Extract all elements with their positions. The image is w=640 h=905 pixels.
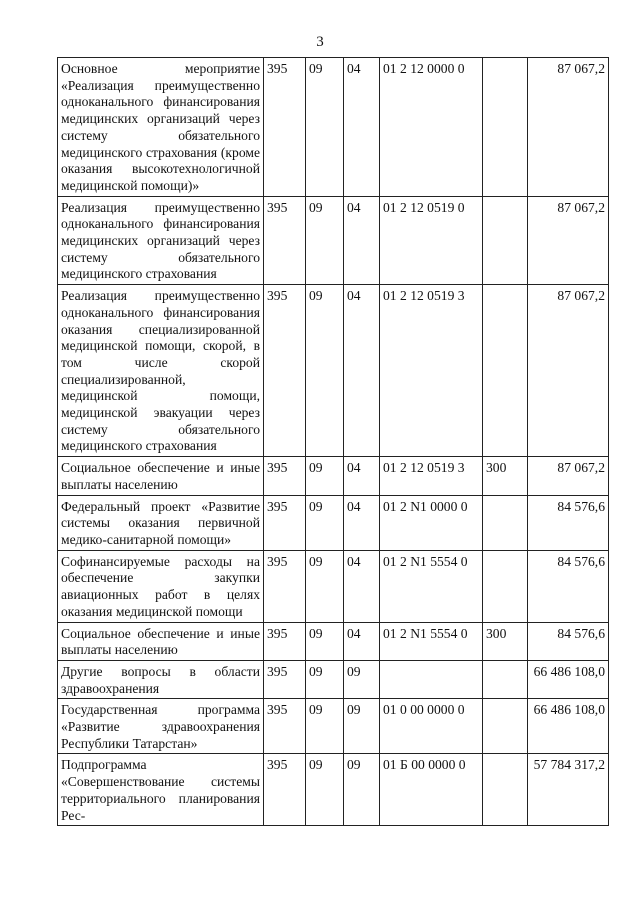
row-description: Основное мероприятие «Реализация преимущественно одноканального финансирования медицинских организаций через систему обязательного медицинского страхования (кроме оказания высокотехнологичной медицинской помощи)» (58, 58, 264, 197)
target-article-code: 01 Б 00 0000 0 (380, 754, 483, 826)
table-row (58, 285, 609, 457)
amount-value: 87 067,2 (528, 58, 609, 197)
ministry-code: 395 (264, 699, 306, 754)
ministry-code: 395 (264, 495, 306, 550)
budget-table (57, 57, 609, 826)
amount-value: 57 784 317,2 (528, 754, 609, 826)
amount-value: 66 486 108,0 (528, 699, 609, 754)
table-row (58, 622, 609, 660)
subsection-code: 04 (344, 622, 380, 660)
subsection-code: 09 (344, 660, 380, 698)
row-description: Подпрограмма «Совершенствование системы территориального планирования Рес- (58, 754, 264, 826)
amount-value: 84 576,6 (528, 622, 609, 660)
subsection-code: 09 (344, 699, 380, 754)
table-row (58, 196, 609, 285)
ministry-code: 395 (264, 285, 306, 457)
expense-type-code (483, 58, 528, 197)
table-row (58, 550, 609, 622)
amount-value: 84 576,6 (528, 495, 609, 550)
expense-type-code (483, 699, 528, 754)
table-row (58, 58, 609, 197)
expense-type-code (483, 495, 528, 550)
target-article-code (380, 660, 483, 698)
subsection-code: 04 (344, 196, 380, 285)
amount-value: 84 576,6 (528, 550, 609, 622)
amount-value: 66 486 108,0 (528, 660, 609, 698)
expense-type-code (483, 660, 528, 698)
table-row (58, 660, 609, 698)
section-code: 09 (306, 457, 344, 495)
section-code: 09 (306, 699, 344, 754)
ministry-code: 395 (264, 622, 306, 660)
row-description: Федеральный проект «Развитие системы оказания первичной медико-санитарной помощи» (58, 495, 264, 550)
target-article-code: 01 2 N1 5554 0 (380, 622, 483, 660)
section-code: 09 (306, 754, 344, 826)
table-row (58, 495, 609, 550)
section-code: 09 (306, 660, 344, 698)
target-article-code: 01 2 12 0519 3 (380, 285, 483, 457)
expense-type-code: 300 (483, 622, 528, 660)
page-number: 3 (316, 34, 324, 50)
ministry-code: 395 (264, 58, 306, 197)
ministry-code: 395 (264, 754, 306, 826)
row-description: Социальное обеспечение и иные выплаты населению (58, 457, 264, 495)
amount-value: 87 067,2 (528, 457, 609, 495)
amount-value: 87 067,2 (528, 285, 609, 457)
subsection-code: 04 (344, 58, 380, 197)
section-code: 09 (306, 495, 344, 550)
target-article-code: 01 2 N1 0000 0 (380, 495, 483, 550)
section-code: 09 (306, 196, 344, 285)
ministry-code: 395 (264, 457, 306, 495)
target-article-code: 01 2 12 0519 3 (380, 457, 483, 495)
target-article-code: 01 2 12 0519 0 (380, 196, 483, 285)
expense-type-code (483, 550, 528, 622)
row-description: Социальное обеспечение и иные выплаты населению (58, 622, 264, 660)
ministry-code: 395 (264, 196, 306, 285)
subsection-code: 04 (344, 495, 380, 550)
target-article-code: 01 2 N1 5554 0 (380, 550, 483, 622)
row-description: Реализация преимущественно одноканального финансирования оказания специализированной медицинской помощи, скорой, в том числе скорой специализированной, медицинской помощи, медицинской эвакуации через систему обязательного медицинского страхования (58, 285, 264, 457)
amount-value: 87 067,2 (528, 196, 609, 285)
ministry-code: 395 (264, 550, 306, 622)
expense-type-code: 300 (483, 457, 528, 495)
table-body (58, 58, 609, 826)
subsection-code: 04 (344, 550, 380, 622)
subsection-code: 09 (344, 754, 380, 826)
row-description: Софинансируемые расходы на обеспечение закупки авиационных работ в целях оказания медицинской помощи (58, 550, 264, 622)
table-row (58, 699, 609, 754)
subsection-code: 04 (344, 457, 380, 495)
expense-type-code (483, 754, 528, 826)
row-description: Другие вопросы в области здравоохранения (58, 660, 264, 698)
expense-type-code (483, 196, 528, 285)
ministry-code: 395 (264, 660, 306, 698)
expense-type-code (483, 285, 528, 457)
section-code: 09 (306, 58, 344, 197)
target-article-code: 01 2 12 0000 0 (380, 58, 483, 197)
section-code: 09 (306, 285, 344, 457)
table-row (58, 457, 609, 495)
row-description: Реализация преимущественно одноканального финансирования медицинских организаций через систему обязательного медицинского страхования (58, 196, 264, 285)
target-article-code: 01 0 00 0000 0 (380, 699, 483, 754)
subsection-code: 04 (344, 285, 380, 457)
section-code: 09 (306, 550, 344, 622)
row-description: Государственная программа «Развитие здравоохранения Республики Татарстан» (58, 699, 264, 754)
table-row (58, 754, 609, 826)
section-code: 09 (306, 622, 344, 660)
